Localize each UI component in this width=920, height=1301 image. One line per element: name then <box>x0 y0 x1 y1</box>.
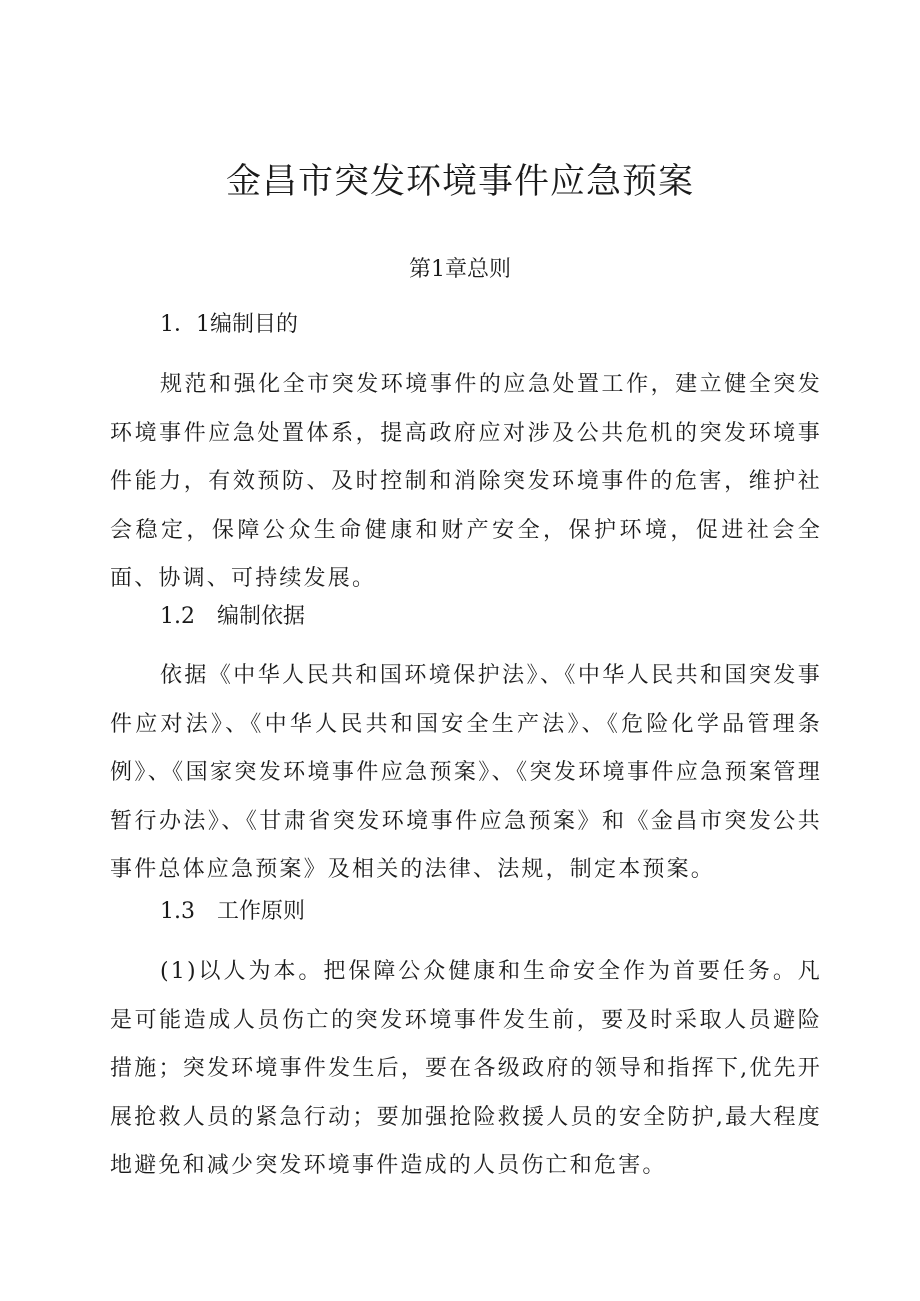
paragraph-purpose: 规范和强化全市突发环境事件的应急处置工作，建立健全突发环境事件应急处置体系，提高政府应对涉及公共危机的突发环境事件能力，有效预防、及时控制和消除突发环境事件的危害，维护社会稳定，保障公众生命健康和财产安全，保护环境，促进社会全面、协调、可持续发展。 <box>110 372 822 592</box>
section-heading-1-2: 1.2 编制依据 <box>160 604 305 629</box>
chapter-heading: 第1章总则 <box>409 257 511 282</box>
paragraph-principle-1: (1)以人为本。把保障公众健康和生命安全作为首要任务。凡是可能造成人员伤亡的突发环境事件发生前，要及时采取人员避险措施；突发环境事件发生后，要在各级政府的领导和指挥下,优先开展抢救人员的紧急行动；要加强抢险救援人员的安全防护,最大程度地避免和减少突发环境事件造成的人员伤亡和危害。 <box>110 959 822 1179</box>
section-heading-1-3: 1.3 工作原则 <box>160 899 305 924</box>
paragraph-basis: 依据《中华人民共和国环境保护法》、《中华人民共和国突发事件应对法》、《中华人民共和国安全生产法》、《危险化学品管理条例》、《国家突发环境事件应急预案》、《突发环境事件应急预案管理暂行办法》、《甘肃省突发环境事件应急预案》和《金昌市突发公共事件总体应急预案》及相关的法律、法规，制定本预案。 <box>110 663 822 883</box>
document-title: 金昌市突发环境事件应急预案 <box>225 162 694 202</box>
section-heading-1-1: 1．1编制目的 <box>160 312 298 337</box>
